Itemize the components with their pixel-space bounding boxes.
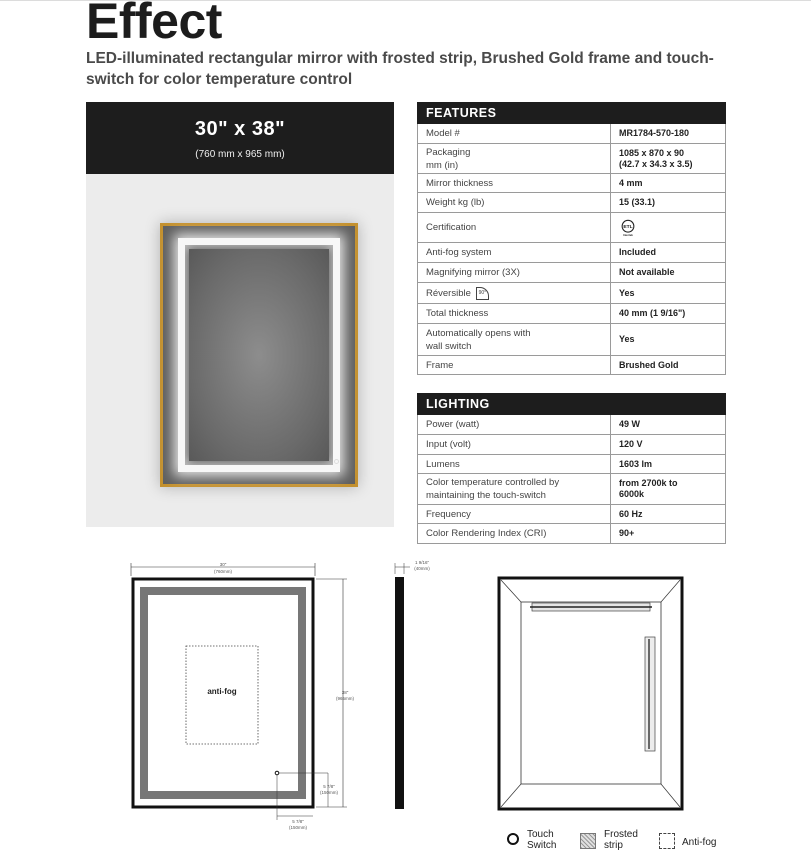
touch-horizontal-metric: (150mm) [288, 825, 308, 830]
features-row [417, 193, 726, 213]
product-size-metric: (760 mm x 965 mm) [195, 149, 285, 160]
lighting-value: 90+ [619, 528, 635, 538]
touch-vertical-label: 5 7/8" [323, 784, 335, 789]
lighting-label: Power (watt) [418, 415, 611, 434]
product-subtitle: LED-illuminated rectangular mirror with frosted strip, Brushed Gold frame and touch-switch for color temperature control [86, 50, 714, 88]
lighting-heading: LIGHTING [417, 393, 726, 415]
features-label: Mirror thickness [418, 174, 611, 192]
side-profile-drawing [388, 558, 438, 813]
etl-listed-icon [619, 219, 637, 237]
features-label: Anti-fog system [418, 243, 611, 262]
svg-text:ETL: ETL [623, 224, 633, 230]
features-row [417, 263, 726, 283]
features-value: Brushed Gold [619, 359, 679, 370]
touch-switch-icon [275, 771, 279, 775]
mirror-led-strip [178, 238, 340, 472]
page-title: Effect [86, 0, 222, 49]
features-label: Model # [418, 124, 611, 143]
lighting-row [417, 455, 726, 474]
lighting-value: 120 V [619, 439, 643, 449]
reversible-icon: 90° [476, 287, 489, 300]
lighting-row [417, 435, 726, 455]
lighting-value: from 2700k to 6000k [619, 478, 678, 499]
legend-frosted-label: Frosted strip [604, 829, 638, 850]
lighting-row [417, 524, 726, 544]
features-value: 15 (33.1) [619, 197, 656, 207]
lighting-value: 1603 lm [619, 458, 653, 469]
lighting-value: 60 Hz [619, 508, 643, 519]
product-size-header [86, 102, 394, 174]
features-value: Yes [619, 334, 635, 344]
features-value: Included [619, 247, 657, 257]
legend-antifog-label: Anti-fog [682, 837, 717, 848]
depth-dimension-label: 1 9/16" [414, 560, 430, 565]
features-value: Not available [619, 267, 675, 277]
features-value: 40 mm (1 9/16") [619, 308, 686, 318]
features-row [417, 243, 726, 263]
features-row [417, 324, 726, 356]
features-label: Magnifying mirror (3X) [418, 263, 611, 282]
features-table [417, 102, 726, 375]
features-row [417, 213, 726, 243]
lighting-table [417, 393, 726, 544]
features-row [417, 174, 726, 193]
lighting-label: Frequency [418, 505, 611, 523]
back-view-drawing [496, 575, 686, 812]
features-row [417, 124, 726, 144]
features-label: Total thickness [418, 304, 611, 323]
lighting-row [417, 415, 726, 435]
features-row [417, 356, 726, 375]
touch-switch-icon [507, 833, 519, 845]
features-value: MR1784-570-180 [619, 128, 690, 138]
product-photo [86, 174, 394, 527]
product-size: 30" x 38" [194, 118, 286, 140]
features-heading: FEATURES [417, 102, 726, 124]
width-dimension-label: 30" [219, 562, 227, 567]
lighting-row [417, 474, 726, 505]
height-dimension-metric: (965mm) [335, 696, 355, 701]
back-panel-outline [521, 602, 661, 784]
lighting-label: Input (volt) [418, 435, 611, 454]
height-dimension-label: 38" [341, 690, 349, 695]
mirror-side-profile [395, 577, 404, 809]
legend-touch-label: Touch Switch [527, 829, 557, 850]
side-power-box [645, 637, 655, 751]
features-row [417, 144, 726, 174]
anti-fog-icon [659, 833, 675, 849]
lighting-row [417, 505, 726, 524]
legend-touch-switch [507, 829, 556, 850]
mirror-gold-frame [160, 223, 358, 487]
width-dimension-metric: (760mm) [213, 569, 233, 574]
front-dimension-drawing [120, 558, 365, 833]
depth-dimension-metric: (40mm) [414, 566, 430, 571]
lighting-value: 49 W [619, 419, 641, 429]
features-value [611, 213, 725, 242]
features-value: 4 mm [619, 177, 643, 188]
frosted-strip-icon [580, 833, 596, 849]
mirror-glass [189, 249, 329, 461]
svg-text:Intertek: Intertek [623, 233, 633, 237]
features-label: Weight kg (lb) [418, 193, 611, 212]
lighting-label: Color temperature controlled by maintaining the touch-switch [418, 474, 611, 504]
lighting-label: Color Rendering Index (CRI) [418, 524, 611, 543]
touch-vertical-metric: (150mm) [319, 790, 339, 795]
features-label: Frame [418, 356, 611, 374]
legend-frosted-strip [580, 829, 638, 850]
features-label: Packaging mm (in) [418, 144, 611, 173]
features-value: Yes [619, 287, 635, 298]
features-label: Automatically opens with wall switch [418, 324, 611, 355]
touch-horizontal-label: 5 7/8" [292, 819, 304, 824]
legend-anti-fog [659, 829, 716, 849]
lighting-label: Lumens [418, 455, 611, 473]
features-label: Certification [418, 213, 611, 242]
touch-switch-icon [334, 459, 339, 464]
features-value: 1085 x 870 x 90 (42.7 x 34.3 x 3.5) [619, 147, 693, 169]
features-row [417, 304, 726, 324]
features-label: Réversible 90° [418, 283, 611, 303]
features-row [417, 283, 726, 304]
anti-fog-label: anti-fog [207, 687, 237, 696]
